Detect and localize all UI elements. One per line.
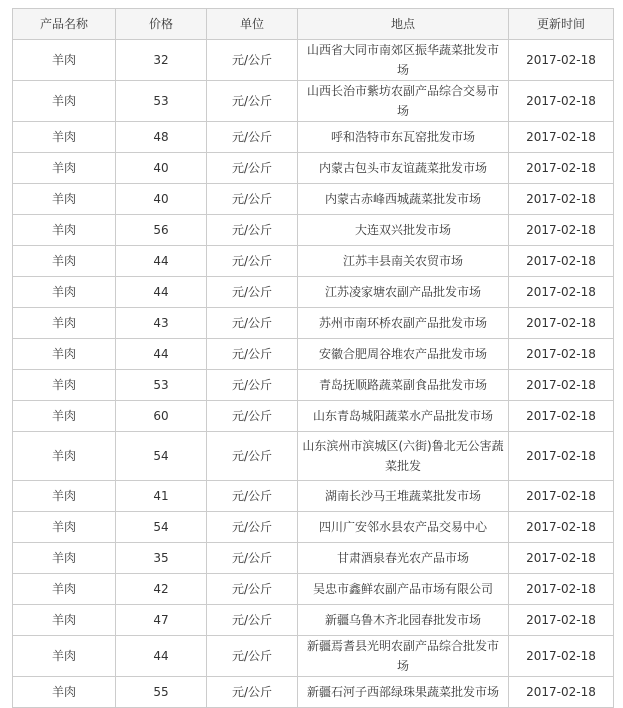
cell-product: 羊肉 <box>13 153 116 184</box>
table-row <box>13 246 614 277</box>
cell-date: 2017-02-18 <box>509 370 614 401</box>
table-body <box>13 40 614 708</box>
cell-product: 羊肉 <box>13 246 116 277</box>
cell-unit: 元/公斤 <box>207 215 298 246</box>
cell-price: 53 <box>116 81 207 122</box>
cell-product: 羊肉 <box>13 122 116 153</box>
cell-product: 羊肉 <box>13 277 116 308</box>
cell-location: 青岛抚顺路蔬菜副食品批发市场 <box>298 370 509 401</box>
cell-product: 羊肉 <box>13 481 116 512</box>
cell-product: 羊肉 <box>13 215 116 246</box>
cell-product: 羊肉 <box>13 184 116 215</box>
table-row <box>13 543 614 574</box>
cell-product: 羊肉 <box>13 308 116 339</box>
cell-price: 40 <box>116 153 207 184</box>
cell-location: 江苏丰县南关农贸市场 <box>298 246 509 277</box>
cell-product: 羊肉 <box>13 432 116 481</box>
cell-unit: 元/公斤 <box>207 543 298 574</box>
cell-unit: 元/公斤 <box>207 246 298 277</box>
header-product-name: 产品名称 <box>13 9 116 40</box>
table-row <box>13 153 614 184</box>
cell-location: 新疆乌鲁木齐北园春批发市场 <box>298 605 509 636</box>
cell-price: 53 <box>116 370 207 401</box>
cell-location: 吴忠市鑫鲜农副产品市场有限公司 <box>298 574 509 605</box>
cell-price: 44 <box>116 277 207 308</box>
cell-unit: 元/公斤 <box>207 370 298 401</box>
cell-location: 山东滨州市滨城区(六街)鲁北无公害蔬菜批发 <box>298 432 509 481</box>
cell-unit: 元/公斤 <box>207 308 298 339</box>
cell-price: 32 <box>116 40 207 81</box>
table-row <box>13 481 614 512</box>
cell-product: 羊肉 <box>13 677 116 708</box>
cell-unit: 元/公斤 <box>207 605 298 636</box>
cell-price: 43 <box>116 308 207 339</box>
cell-price: 35 <box>116 543 207 574</box>
table-row <box>13 605 614 636</box>
cell-product: 羊肉 <box>13 339 116 370</box>
cell-location: 大连双兴批发市场 <box>298 215 509 246</box>
header-location: 地点 <box>298 9 509 40</box>
cell-date: 2017-02-18 <box>509 122 614 153</box>
cell-price: 41 <box>116 481 207 512</box>
cell-unit: 元/公斤 <box>207 481 298 512</box>
cell-location: 新疆焉耆县光明农副产品综合批发市场 <box>298 636 509 677</box>
cell-date: 2017-02-18 <box>509 677 614 708</box>
header-unit: 单位 <box>207 9 298 40</box>
cell-location: 四川广安邻水县农产品交易中心 <box>298 512 509 543</box>
cell-price: 48 <box>116 122 207 153</box>
cell-product: 羊肉 <box>13 370 116 401</box>
cell-date: 2017-02-18 <box>509 339 614 370</box>
cell-location: 呼和浩特市东瓦窑批发市场 <box>298 122 509 153</box>
table-header-row <box>13 9 614 40</box>
cell-product: 羊肉 <box>13 401 116 432</box>
cell-product: 羊肉 <box>13 543 116 574</box>
cell-product: 羊肉 <box>13 605 116 636</box>
cell-location: 山西长治市紫坊农副产品综合交易市场 <box>298 81 509 122</box>
table-row <box>13 432 614 481</box>
cell-date: 2017-02-18 <box>509 153 614 184</box>
cell-unit: 元/公斤 <box>207 677 298 708</box>
table-row <box>13 40 614 81</box>
table-row <box>13 308 614 339</box>
cell-price: 55 <box>116 677 207 708</box>
cell-date: 2017-02-18 <box>509 246 614 277</box>
table-row <box>13 677 614 708</box>
cell-unit: 元/公斤 <box>207 636 298 677</box>
cell-unit: 元/公斤 <box>207 184 298 215</box>
cell-unit: 元/公斤 <box>207 512 298 543</box>
table-row <box>13 215 614 246</box>
table-row <box>13 574 614 605</box>
cell-product: 羊肉 <box>13 40 116 81</box>
cell-unit: 元/公斤 <box>207 40 298 81</box>
cell-date: 2017-02-18 <box>509 308 614 339</box>
cell-date: 2017-02-18 <box>509 636 614 677</box>
price-table-container <box>12 8 614 708</box>
table-row <box>13 339 614 370</box>
price-table <box>12 8 614 708</box>
cell-price: 42 <box>116 574 207 605</box>
cell-unit: 元/公斤 <box>207 432 298 481</box>
cell-date: 2017-02-18 <box>509 184 614 215</box>
cell-date: 2017-02-18 <box>509 215 614 246</box>
cell-price: 44 <box>116 636 207 677</box>
cell-price: 47 <box>116 605 207 636</box>
cell-unit: 元/公斤 <box>207 277 298 308</box>
cell-location: 内蒙古赤峰西城蔬菜批发市场 <box>298 184 509 215</box>
cell-location: 甘肃酒泉春光农产品市场 <box>298 543 509 574</box>
cell-location: 安徽合肥周谷堆农产品批发市场 <box>298 339 509 370</box>
cell-unit: 元/公斤 <box>207 401 298 432</box>
cell-product: 羊肉 <box>13 81 116 122</box>
cell-date: 2017-02-18 <box>509 432 614 481</box>
cell-product: 羊肉 <box>13 512 116 543</box>
cell-unit: 元/公斤 <box>207 153 298 184</box>
cell-unit: 元/公斤 <box>207 81 298 122</box>
cell-unit: 元/公斤 <box>207 122 298 153</box>
table-row <box>13 277 614 308</box>
table-row <box>13 122 614 153</box>
cell-date: 2017-02-18 <box>509 40 614 81</box>
cell-price: 54 <box>116 512 207 543</box>
table-row <box>13 184 614 215</box>
cell-unit: 元/公斤 <box>207 574 298 605</box>
cell-location: 内蒙古包头市友谊蔬菜批发市场 <box>298 153 509 184</box>
cell-date: 2017-02-18 <box>509 574 614 605</box>
header-price: 价格 <box>116 9 207 40</box>
cell-location: 新疆石河子西部绿珠果蔬菜批发市场 <box>298 677 509 708</box>
cell-product: 羊肉 <box>13 574 116 605</box>
cell-location: 湖南长沙马王堆蔬菜批发市场 <box>298 481 509 512</box>
cell-unit: 元/公斤 <box>207 339 298 370</box>
table-row <box>13 636 614 677</box>
cell-product: 羊肉 <box>13 636 116 677</box>
cell-date: 2017-02-18 <box>509 543 614 574</box>
cell-date: 2017-02-18 <box>509 605 614 636</box>
cell-price: 40 <box>116 184 207 215</box>
cell-location: 江苏凌家塘农副产品批发市场 <box>298 277 509 308</box>
table-row <box>13 370 614 401</box>
cell-price: 44 <box>116 246 207 277</box>
cell-date: 2017-02-18 <box>509 512 614 543</box>
cell-location: 苏州市南环桥农副产品批发市场 <box>298 308 509 339</box>
cell-price: 44 <box>116 339 207 370</box>
cell-date: 2017-02-18 <box>509 401 614 432</box>
table-row <box>13 81 614 122</box>
cell-price: 56 <box>116 215 207 246</box>
cell-date: 2017-02-18 <box>509 81 614 122</box>
table-row <box>13 401 614 432</box>
table-row <box>13 512 614 543</box>
cell-date: 2017-02-18 <box>509 481 614 512</box>
cell-location: 山东青岛城阳蔬菜水产品批发市场 <box>298 401 509 432</box>
cell-price: 54 <box>116 432 207 481</box>
cell-price: 60 <box>116 401 207 432</box>
header-update-time: 更新时间 <box>509 9 614 40</box>
cell-location: 山西省大同市南郊区振华蔬菜批发市场 <box>298 40 509 81</box>
cell-date: 2017-02-18 <box>509 277 614 308</box>
